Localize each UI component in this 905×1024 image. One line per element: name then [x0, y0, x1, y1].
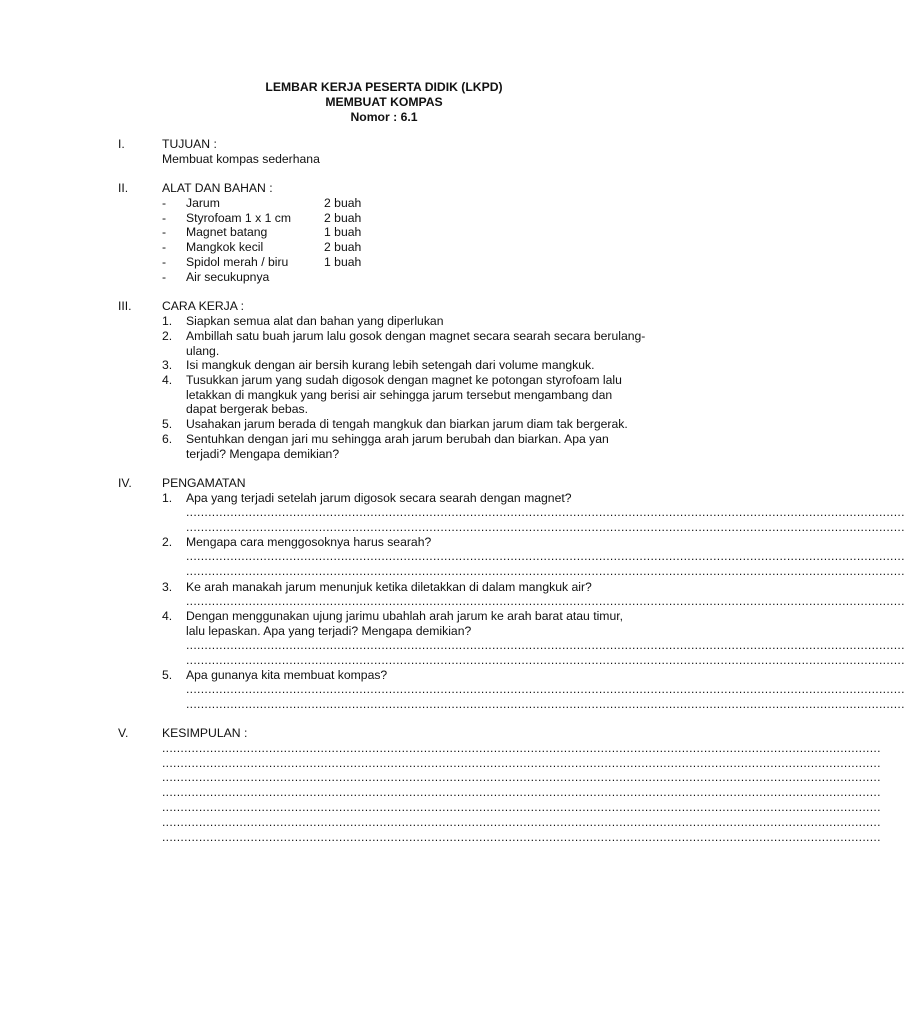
material-name: Styrofoam 1 x 1 cm	[186, 211, 291, 225]
step-number: 6.	[162, 432, 173, 446]
section-heading-tujuan: TUJUAN :	[162, 137, 217, 151]
question-number: 5.	[162, 668, 173, 682]
step-number: 4.	[162, 373, 173, 387]
question-text: Apa yang terjadi setelah jarum digosok secara searah dengan magnet?	[186, 491, 572, 505]
step-text: Tusukkan jarum yang sudah digosok dengan magnet ke potongan styrofoam lalu	[186, 373, 622, 387]
conclusion-line[interactable]: ...................................................................................................................................................................................................	[162, 830, 881, 844]
step-text: terjadi? Mengapa demikian?	[186, 447, 340, 461]
question-text: Mengapa cara menggosoknya harus searah?	[186, 535, 432, 549]
list-dash: -	[162, 255, 167, 269]
worksheet-subtitle: MEMBUAT KOMPAS	[325, 95, 443, 109]
material-name: Jarum	[186, 196, 220, 210]
step-text: ulang.	[186, 344, 220, 358]
list-dash: -	[162, 225, 167, 239]
section-numeral-kesimpulan: V.	[118, 726, 129, 740]
question-number: 3.	[162, 580, 173, 594]
section-heading-alat: ALAT DAN BAHAN :	[162, 181, 273, 195]
material-quantity: 2 buah	[324, 211, 362, 225]
question-text: Ke arah manakah jarum menunjuk ketika diletakkan di dalam mangkuk air?	[186, 580, 592, 594]
section-heading-pengamatan: PENGAMATAN	[162, 476, 246, 490]
answer-line[interactable]: ...................................................................................................................................................................................................	[186, 549, 905, 563]
conclusion-line[interactable]: ...................................................................................................................................................................................................	[162, 770, 881, 784]
section-numeral-tujuan: I.	[118, 137, 125, 151]
question-number: 2.	[162, 535, 173, 549]
list-dash: -	[162, 270, 167, 284]
section-heading-cara: CARA KERJA :	[162, 299, 244, 313]
answer-line[interactable]: ...................................................................................................................................................................................................	[186, 505, 905, 519]
step-number: 2.	[162, 329, 173, 343]
worksheet-title: LEMBAR KERJA PESERTA DIDIK (LKPD)	[265, 80, 503, 94]
material-quantity: 2 buah	[324, 240, 362, 254]
section-numeral-cara: III.	[118, 299, 132, 313]
answer-line[interactable]: ...................................................................................................................................................................................................	[186, 697, 905, 711]
section-numeral-pengamatan: IV.	[118, 476, 132, 490]
answer-line[interactable]: ...................................................................................................................................................................................................	[186, 594, 905, 608]
question-text: Apa gunanya kita membuat kompas?	[186, 668, 388, 682]
answer-line[interactable]: ...................................................................................................................................................................................................	[186, 520, 905, 534]
material-quantity: 2 buah	[324, 196, 362, 210]
step-text: Ambillah satu buah jarum lalu gosok dengan magnet secara searah secara berulang-	[186, 329, 646, 343]
step-text: Usahakan jarum berada di tengah mangkuk dan biarkan jarum diam tak bergerak.	[186, 417, 628, 431]
list-dash: -	[162, 240, 167, 254]
answer-line[interactable]: ...................................................................................................................................................................................................	[186, 564, 905, 578]
conclusion-line[interactable]: ...................................................................................................................................................................................................	[162, 815, 881, 829]
material-quantity: 1 buah	[324, 225, 362, 239]
conclusion-line[interactable]: ...................................................................................................................................................................................................	[162, 741, 881, 755]
material-name: Air secukupnya	[186, 270, 270, 284]
material-name: Spidol merah / biru	[186, 255, 289, 269]
answer-line[interactable]: ...................................................................................................................................................................................................	[186, 682, 905, 696]
question-number: 1.	[162, 491, 173, 505]
question-text: lalu lepaskan. Apa yang terjadi? Mengapa demikian?	[186, 624, 472, 638]
conclusion-line[interactable]: ...................................................................................................................................................................................................	[162, 800, 881, 814]
step-number: 5.	[162, 417, 173, 431]
list-dash: -	[162, 196, 167, 210]
section-numeral-alat: II.	[118, 181, 129, 195]
answer-line[interactable]: ...................................................................................................................................................................................................	[186, 653, 905, 667]
step-text: dapat bergerak bebas.	[186, 402, 308, 416]
step-number: 3.	[162, 358, 173, 372]
conclusion-line[interactable]: ...................................................................................................................................................................................................	[162, 785, 881, 799]
step-text: letakkan di mangkuk yang berisi air sehingga jarum tersebut mengambang dan	[186, 388, 613, 402]
step-number: 1.	[162, 314, 173, 328]
material-name: Magnet batang	[186, 225, 268, 239]
question-number: 4.	[162, 609, 173, 623]
tujuan-text: Membuat kompas sederhana	[162, 152, 320, 166]
step-text: Siapkan semua alat dan bahan yang diperlukan	[186, 314, 444, 328]
step-text: Isi mangkuk dengan air bersih kurang lebih setengah dari volume mangkuk.	[186, 358, 595, 372]
question-text: Dengan menggunakan ujung jarimu ubahlah arah jarum ke arah barat atau timur,	[186, 609, 623, 623]
answer-line[interactable]: ...................................................................................................................................................................................................	[186, 638, 905, 652]
section-heading-kesimpulan: KESIMPULAN :	[162, 726, 248, 740]
material-quantity: 1 buah	[324, 255, 362, 269]
worksheet-number: Nomor : 6.1	[350, 110, 418, 124]
conclusion-line[interactable]: ...................................................................................................................................................................................................	[162, 756, 881, 770]
step-text: Sentuhkan dengan jari mu sehingga arah jarum berubah dan biarkan. Apa yan	[186, 432, 609, 446]
material-name: Mangkok kecil	[186, 240, 264, 254]
list-dash: -	[162, 211, 167, 225]
